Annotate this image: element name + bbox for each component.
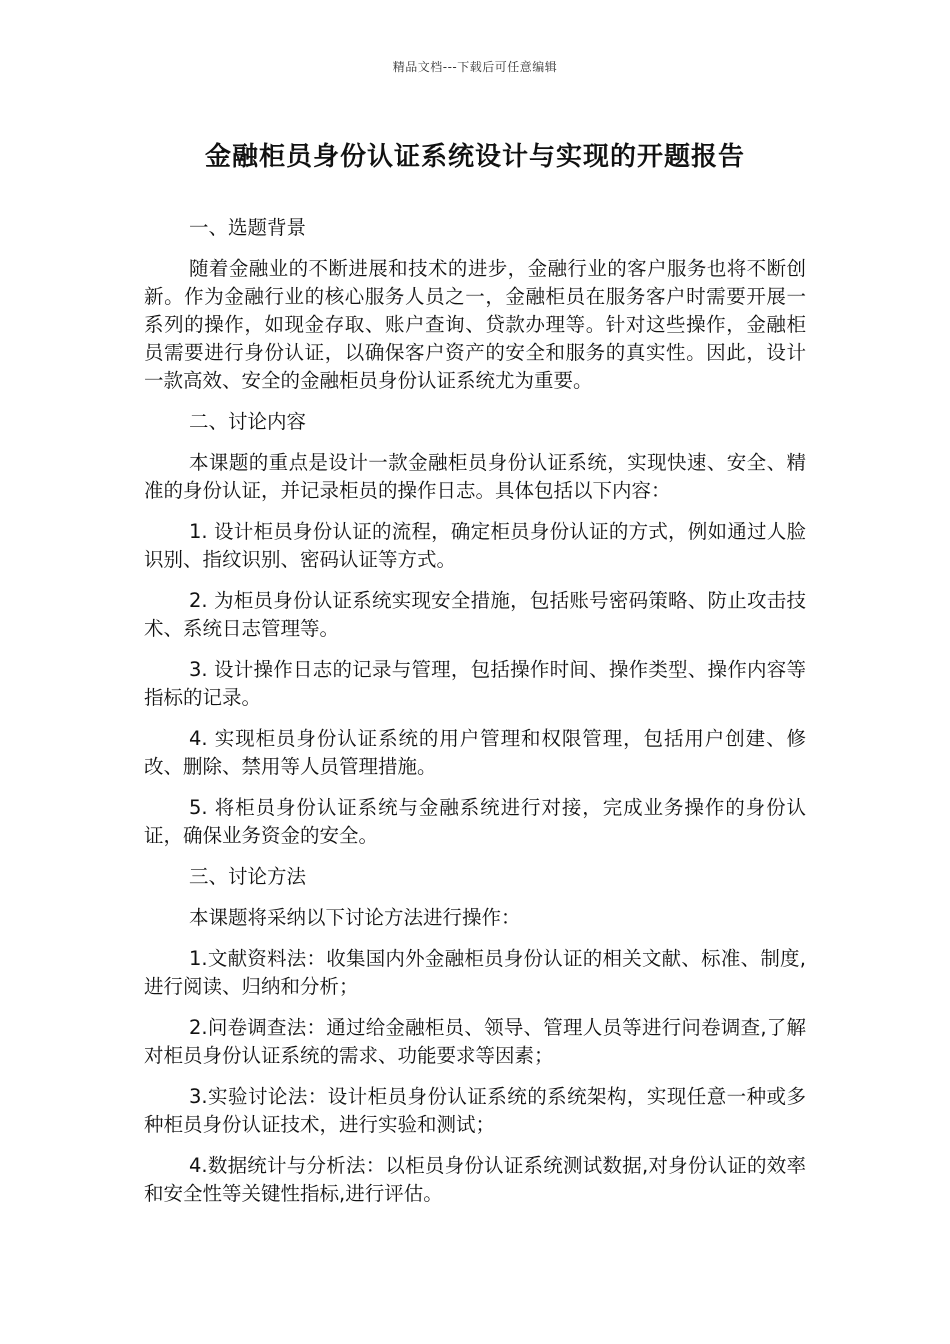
list-item: 3.实验讨论法：设计柜员身份认证系统的系统架构，实现任意一种或多种柜员身份认证技术，进行实验和测试； xyxy=(144,1085,806,1136)
list-item: 5. 将柜员身份认证系统与金融系统进行对接，完成业务操作的身份认证，确保业务资金的安全。 xyxy=(144,796,806,847)
header-note: 精品文档---下载后可任意编辑 xyxy=(392,60,558,74)
paragraph: 本课题将采纳以下讨论方法进行操作： xyxy=(189,906,521,929)
list-item: 4.数据统计与分析法：以柜员身份认证系统测试数据,对身份认证的效率和安全性等关键性指标,进行评估。 xyxy=(144,1154,806,1205)
section-heading-content: 二、讨论内容 xyxy=(189,410,307,433)
list-item: 2. 为柜员身份认证系统实现安全措施，包括账号密码策略、防止攻击技术、系统日志管理等。 xyxy=(144,589,806,640)
paragraph: 本课题的重点是设计一款金融柜员身份认证系统，实现快速、安全、精准的身份认证，并记录柜员的操作日志。具体包括以下内容： xyxy=(144,451,806,502)
section-heading-methods: 三、讨论方法 xyxy=(189,865,307,888)
paragraph: 随着金融业的不断进展和技术的进步，金融行业的客户服务也将不断创新。作为金融行业的核心服务人员之一，金融柜员在服务客户时需要开展一系列的操作，如现金存取、账户查询、贷款办理等。针对这些操作，金融柜员需要进行身份认证，以确保客户资产的安全和服务的真实性。因此，设计一款高效、安全的金融柜员身份认证系统尤为重要。 xyxy=(144,257,806,392)
document-body xyxy=(144,214,806,1221)
list-item: 2.问卷调查法：通过给金融柜员、领导、管理人员等进行问卷调查,了解对柜员身份认证系统的需求、功能要求等因素； xyxy=(144,1016,806,1067)
section-heading-background: 一、选题背景 xyxy=(189,216,307,239)
list-item: 3. 设计操作日志的记录与管理，包括操作时间、操作类型、操作内容等指标的记录。 xyxy=(144,658,806,709)
list-item: 1.文献资料法：收集国内外金融柜员身份认证的相关文献、标准、制度,进行阅读、归纳和分析； xyxy=(144,947,806,998)
list-item: 1. 设计柜员身份认证的流程，确定柜员身份认证的方式，例如通过人脸识别、指纹识别、密码认证等方式。 xyxy=(144,520,806,571)
list-item: 4. 实现柜员身份认证系统的用户管理和权限管理，包括用户创建、修改、删除、禁用等人员管理措施。 xyxy=(144,727,806,778)
document-title: 金融柜员身份认证系统设计与实现的开题报告 xyxy=(204,142,745,172)
